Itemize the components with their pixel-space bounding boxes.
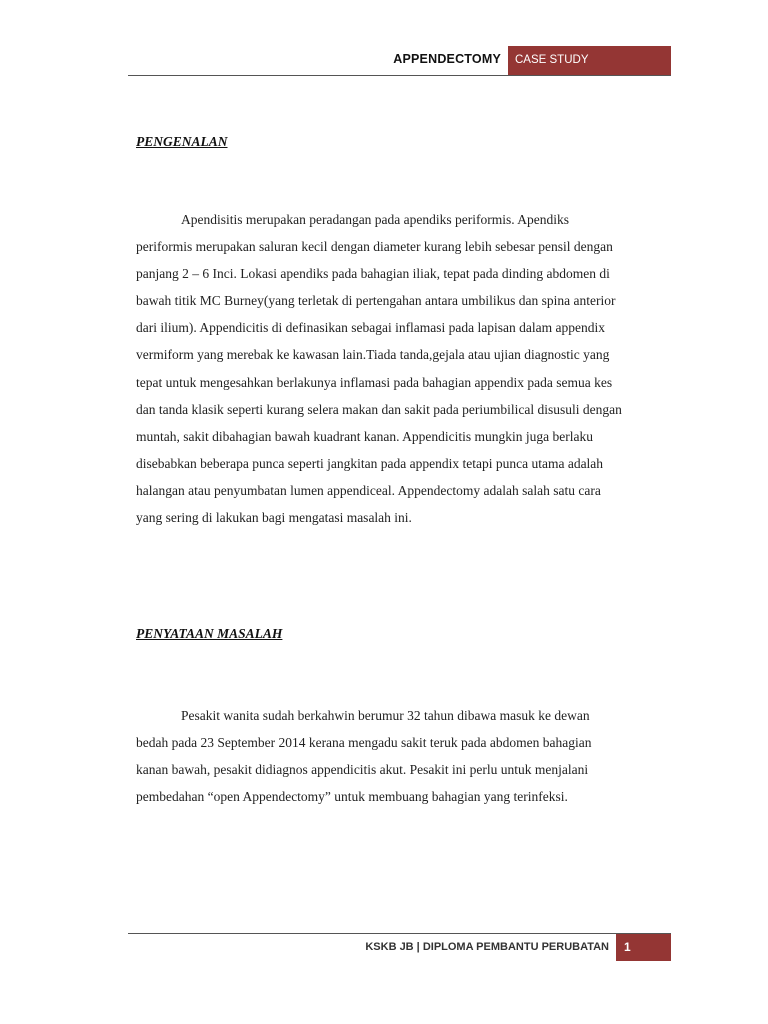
paragraph-line: yang sering di lakukan bagi mengatasi masalah ini. (136, 510, 412, 526)
paragraph-line: periformis merupakan saluran kecil dengan diameter kurang lebih sebesar pensil dengan (136, 239, 613, 255)
paragraph-line: vermiform yang merebak ke kawasan lain.Tiada tanda,gejala atau ujian diagnostic yang (136, 347, 610, 363)
paragraph-line: bedah pada 23 September 2014 kerana mengadu sakit teruk pada abdomen bahagian (136, 735, 592, 751)
paragraph-line: disebabkan beberapa punca seperti jangkitan pada appendix tetapi punca utama adalah (136, 455, 604, 471)
paragraph-line: Apendisitis merupakan peradangan pada apendiks periformis. Apendiks (181, 212, 570, 227)
paragraph-line: tepat untuk mengesahkan berlakunya inflamasi pada bahagian appendix pada semua kes (136, 374, 613, 390)
page-number: 1 (616, 934, 671, 961)
section-heading-penyataan-masalah: PENYATAAN MASALAH (136, 626, 283, 641)
paragraph-line: dari ilium). Appendicitis di definasikan sebagai inflamasi pada lapisan dalam appendix (136, 320, 605, 336)
paragraph-line: halangan atau penyumbatan lumen appendiceal. Appendectomy adalah salah satu cara (136, 482, 601, 498)
page-header (128, 46, 671, 76)
page-footer (128, 933, 671, 961)
section-heading-pengenalan: PENGENALAN (136, 134, 228, 149)
paragraph-line: Pesakit wanita sudah berkahwin berumur 32 tahun dibawa masuk ke dewan (181, 708, 590, 723)
header-title: APPENDECTOMY (393, 52, 501, 66)
paragraph-line: muntah, sakit dibahagian bawah kuadrant kanan. Appendicitis mungkin juga berlaku (136, 428, 594, 444)
paragraph-penyataan-masalah (136, 702, 681, 810)
footer-text: KSKB JB | DIPLOMA PEMBANTU PERUBATAN (365, 941, 609, 953)
header-tag: CASE STUDY (508, 46, 671, 75)
paragraph-line: bawah titik MC Burney(yang terletak di pertengahan antara umbilikus dan spina anterior (136, 293, 616, 309)
paragraph-line: dan tanda klasik seperti kurang selera makan dan sakit pada periumbilical disusuli dengan (136, 401, 622, 417)
paragraph-line: kanan bawah, pesakit didiagnos appendicitis akut. Pesakit ini perlu untuk menjalani (136, 762, 589, 778)
paragraph-line: panjang 2 – 6 Inci. Lokasi apendiks pada bahagian iliak, tepat pada dinding abdomen di (136, 266, 610, 282)
paragraph-pengenalan (136, 206, 681, 531)
paragraph-line: pembedahan “open Appendectomy” untuk membuang bahagian yang terinfeksi. (136, 789, 568, 805)
